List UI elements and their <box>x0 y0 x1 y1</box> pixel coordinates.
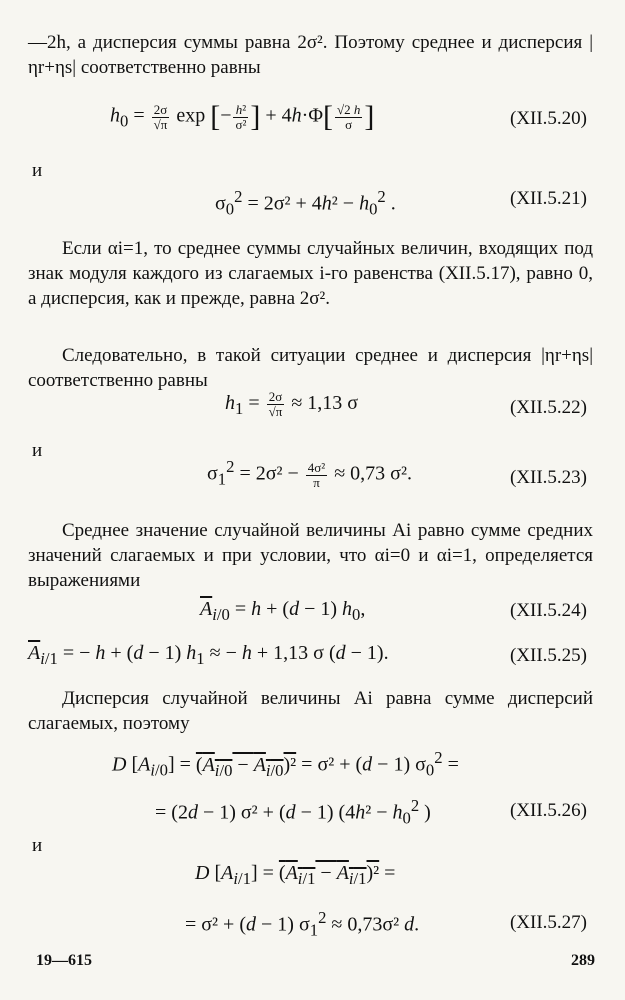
equation-24: $\overline{A}_{i/0} = h + (d - 1)$ $h_0$, <box>200 598 366 624</box>
equation-26-number: (XII.5.26) <box>509 800 587 821</box>
footer-signature: 19—615 <box>36 952 92 969</box>
conjunction: и <box>32 160 43 181</box>
equation-23: $\sigma_1^2 = 2\sigma^2$ − $\frac{\text{4σ²}}{\pi}$ ≈ 0,73 σ². <box>207 457 412 490</box>
paragraph-3: Следовательно, в такой ситуации среднее и дисперсия |ηr+ηs| соответственно равны <box>28 345 593 391</box>
conjunction: и <box>32 440 43 461</box>
equation-26-line-1: D $[A_{i/0}] = (A_{i/0} - A_{i/0})^2 = \sigma^2 + (d - 1) \sigma_0^2$ = <box>112 748 459 780</box>
equation-25: $\overline{A}_{i/1}$ = − h + (d − 1) $h_1$ ≈ − h + 1,13 σ (d − 1). <box>28 642 389 668</box>
equation-23-number: (XII.5.23) <box>509 467 587 488</box>
paragraph-4: Среднее значение случайной величины Ai равно сумме средних значений слагаемых и при условии, что αi=0 и αi=1, определяется выражениями <box>28 520 593 591</box>
equation-27-number: (XII.5.27) <box>509 912 587 933</box>
equation-22: $h_1$ = $\frac{2\sigma}{√\pi}$ ≈ 1,13 σ <box>225 389 359 419</box>
paragraph-1: —2h, а дисперсия суммы равна 2σ². Поэтому среднее и дисперсия |ηr+ηs| соответственно равны <box>28 32 593 78</box>
equation-20-number: (XII.5.20) <box>509 108 587 129</box>
equation-21: $\sigma_0^2 = 2\sigma^2 + 4h^2 - h_0^2$ . <box>215 187 396 219</box>
equation-22-number: (XII.5.22) <box>509 397 587 418</box>
equation-25-number: (XII.5.25) <box>509 645 587 666</box>
conjunction: и <box>32 835 43 856</box>
equation-27-line-1: D $[A_{i/1}] = (A_{i/1} - A_{i/1})^2$ = <box>195 862 396 888</box>
paragraph-5: Дисперсия случайной величины Ai равна сумме дисперсий слагаемых, поэтому <box>28 688 593 734</box>
equation-27-line-2: = σ² + (d − 1) $\sigma_1^2 \approx 0,73\sigma^2$ d. <box>185 908 420 940</box>
equation-21-number: (XII.5.21) <box>509 188 587 209</box>
equation-26-line-2: = (2d − 1) σ² + (d − 1) ($4h^2 - h_0^2$ ) <box>155 796 431 828</box>
paragraph-2: Если αi=1, то среднее суммы случайных величин, входящих под знак модуля каждого из слагаемых i-го равенства (XII.5.17), равно 0, а дисперсия, как и прежде, равна 2σ². <box>28 238 593 309</box>
equation-20: $h_0$ = $\frac{2\sigma}{√\pi}$ exp [− $\frac{\text{h²}}{\text{σ²}}$ ] + 4h·Φ[ $\frac{√2 h}{\sigma}$ ] <box>110 100 375 133</box>
page-number: 289 <box>571 952 595 969</box>
equation-24-number: (XII.5.24) <box>509 600 587 621</box>
